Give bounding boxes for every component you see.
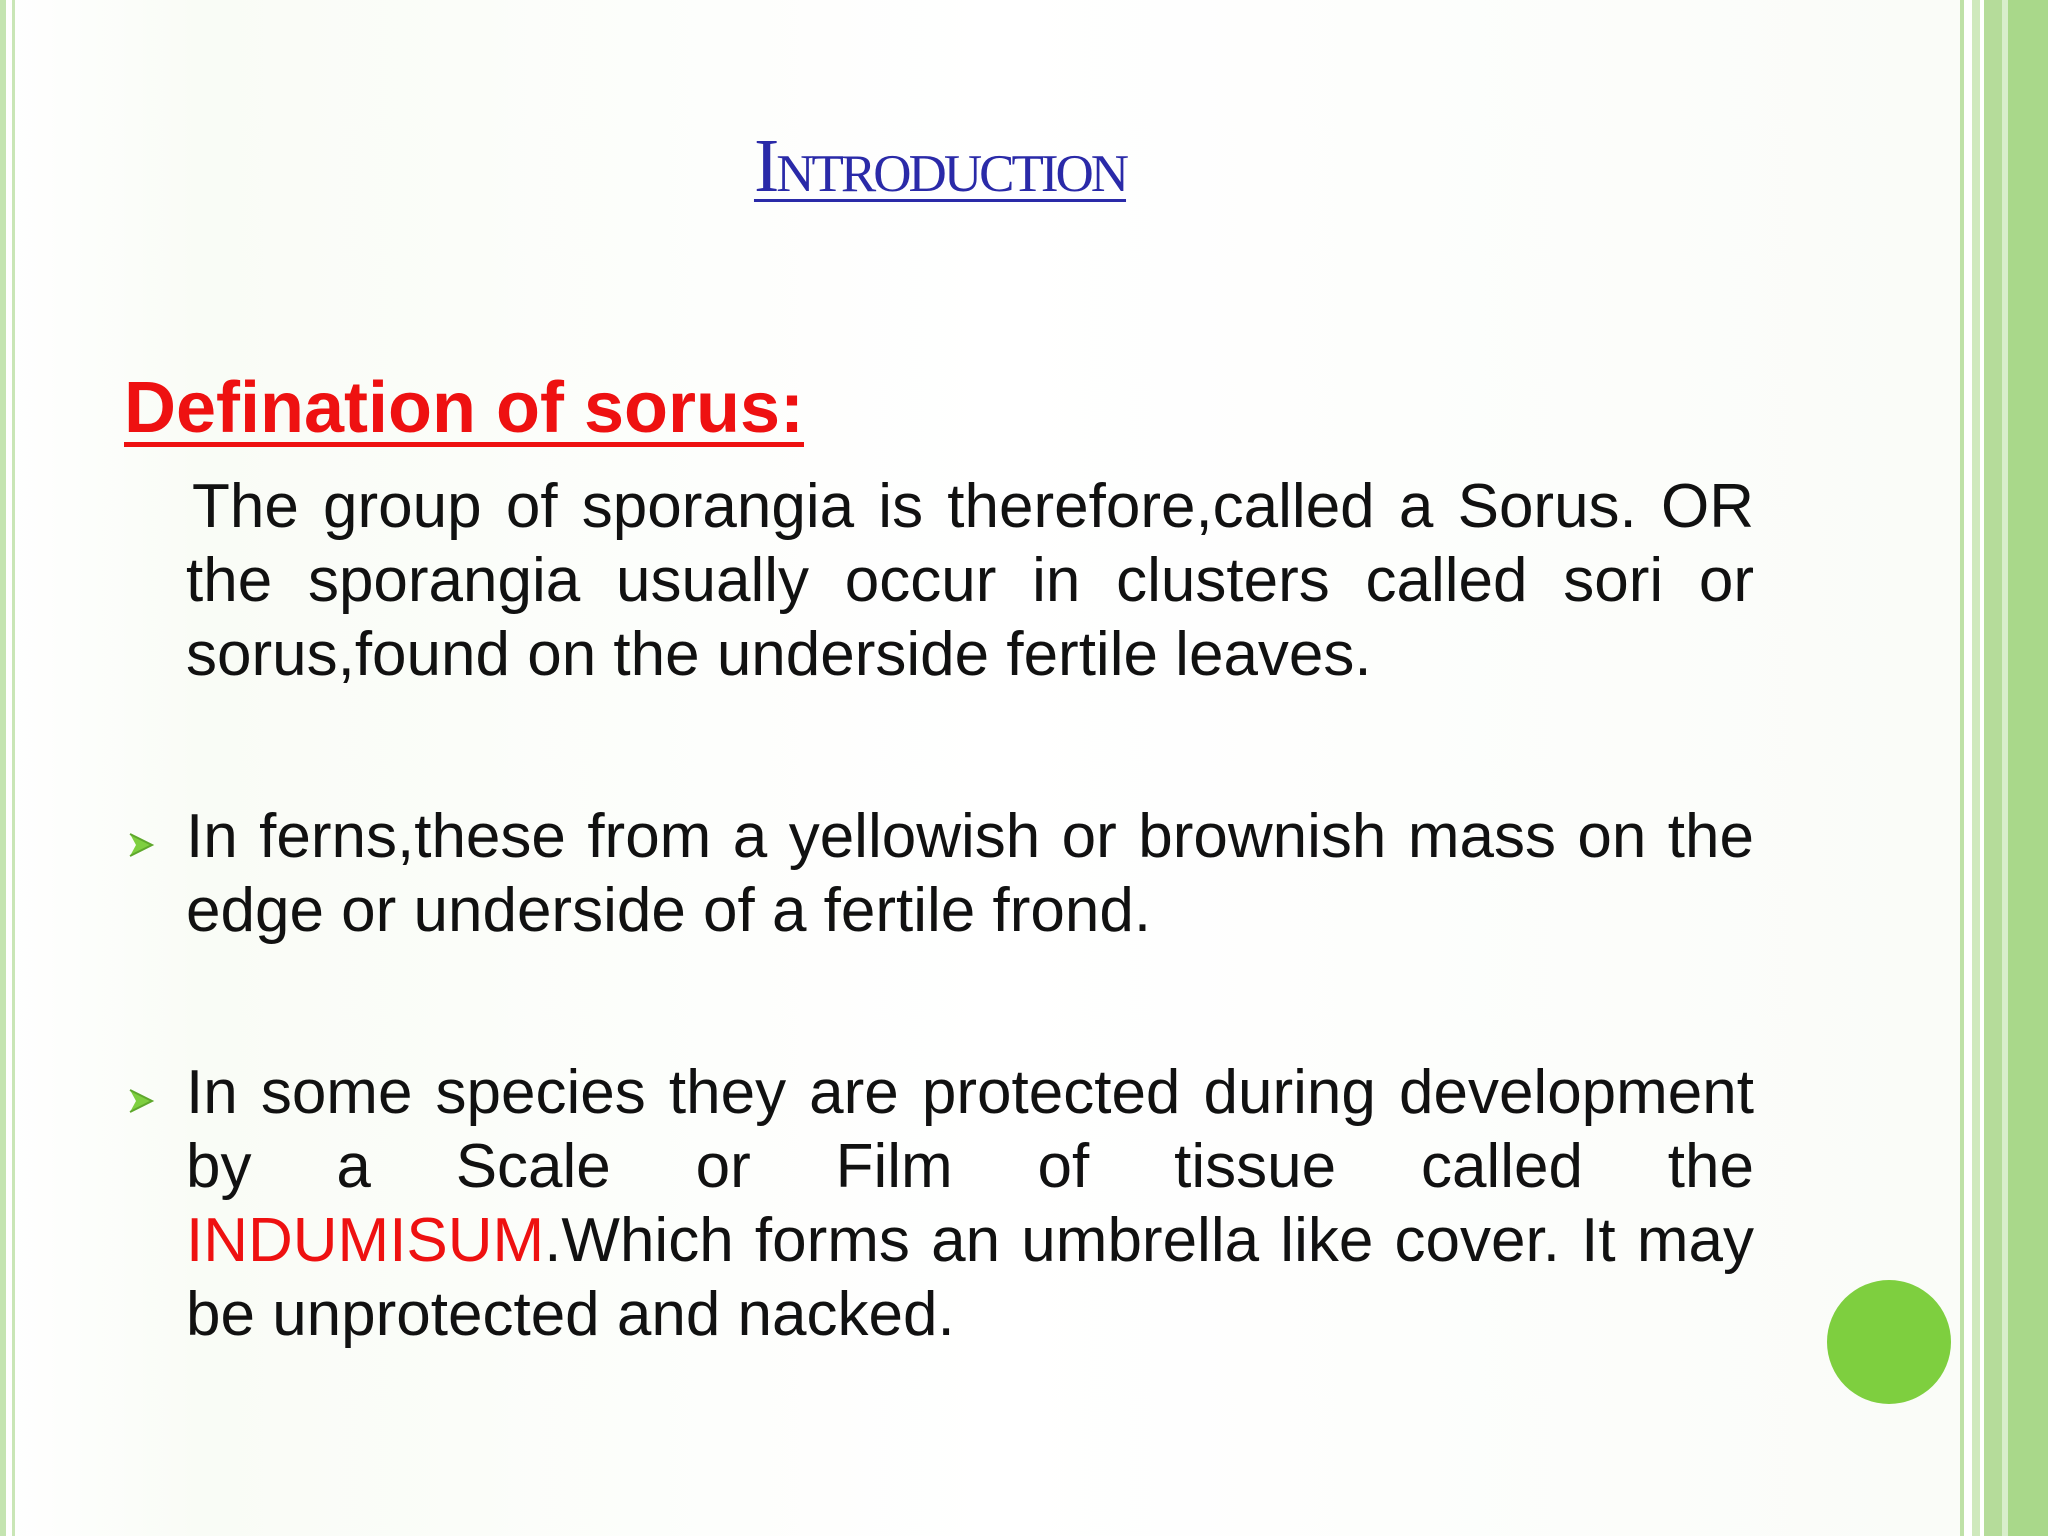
right-border-stripe: [2008, 0, 2048, 1536]
slide-title: Introduction: [753, 124, 1127, 208]
left-border-line: [0, 0, 6, 1536]
definition-text: [186, 470, 1754, 692]
green-dot-decoration: [1827, 1280, 1951, 1404]
bullet-text-before: In some species they are protected during development by a Scale or Film of tissue called the: [186, 1058, 1754, 1201]
right-border-stripe: [1964, 0, 1972, 1536]
arrow-bullet-icon: [126, 830, 156, 860]
highlight-term: INDUMISUM: [186, 1206, 545, 1275]
left-border-line-inner: [12, 0, 15, 1536]
bullet-text-after: .Which forms an umbrella like cover. It may be unprotected and nacked.: [186, 1206, 1754, 1349]
right-border-stripe: [1972, 0, 1980, 1536]
arrow-bullet-icon: [126, 1086, 156, 1116]
bullet-item-indusium: [186, 1056, 1754, 1352]
definition-heading: Defination of sorus:: [124, 368, 804, 448]
definition-body: The group of sporangia is therefore,called a Sorus. OR the sporangia usually occur in clusters called sori or sorus,found on the underside fertile leaves.: [186, 472, 1754, 689]
right-border-stripe: [1984, 0, 2002, 1536]
bullet-item-ferns: In ferns,these from a yellowish or brownish mass on the edge or underside of a fertile frond.: [186, 802, 1754, 945]
